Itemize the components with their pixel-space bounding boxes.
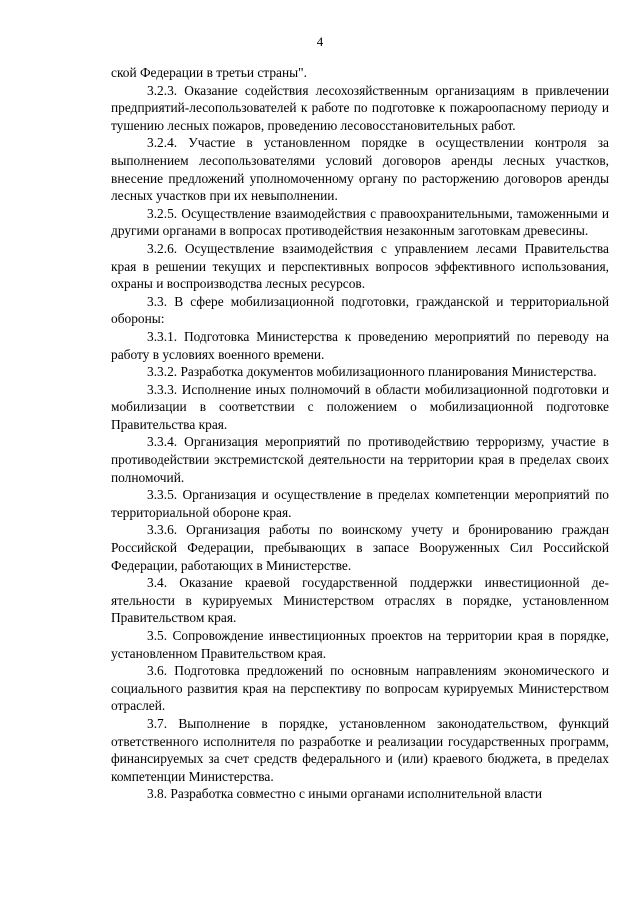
paragraph-3-2-4: 3.2.4. Участие в установленном порядке в осуществлении контроля за выполнением лесопользователями условий договоров аренды лесных участков, внесение предложений уполномоченному органу по расторжению договоров аренды лесных участков при их невыполнении. [111,135,609,204]
paragraph-3-3-3: 3.3.3. Исполнение иных полномочий в области мобилизационной подготовки и мобилизации в соответствии с положением о мобилизационной подготовке Правительства края. [111,381,609,432]
paragraph-3-4: 3.4. Оказание краевой государственной поддержки инвестиционной деятельности в курируемых Министерством отраслях в порядке, установленном Правительством края. [111,575,609,626]
paragraph-3-3-5: 3.3.5. Организация и осуществление в пределах компетенции мероприятий по территориальной обороне края. [111,487,609,520]
paragraph-3-2-3: 3.2.3. Оказание содействия лесохозяйственным организациям в привлечении предприятий-лесопользователей к работе по подготовке к пожароопасному периоду и тушению лесных пожаров, проведению лесовосстановительных работ. [111,82,609,133]
paragraph-3-3-1: 3.3.1. Подготовка Министерства к проведению мероприятий по переводу на работу в условиях военного времени. [111,328,609,362]
paragraph-3-7: 3.7. Выполнение в порядке, установленном законодательством, функций ответственного исполнителя по разработке и реализации государственных программ, финансируемых за счет средств федерального и (или) краевого бюджета, в пределах компетенции Министерства. [111,715,609,784]
document-body [111,64,609,803]
paragraph-continuation: ской Федерации в третьи страны". [111,65,307,80]
paragraph-3-6: 3.6. Подготовка предложений по основным направлениям экономического и социального развития края на перспективу по вопросам курируемых Министерством отраслей. [111,663,609,714]
paragraph-3-2-5: 3.2.5. Осуществление взаимодействия с правоохранительными, таможенными и другими органами в вопросах противодействия незаконным заготовкам древесины. [111,205,609,239]
paragraph-3-3-4: 3.3.4. Организация мероприятий по противодействию терроризму, участие в противодействии экстремистской деятельности на территории края в пределах своих полномочий. [111,434,609,485]
paragraph-3-2-6: 3.2.6. Осуществление взаимодействия с управлением лесами Правительства края в решении текущих и перспективных вопросов эффективного использования, охраны и воспроизводства лесных ресурсов. [111,240,609,292]
page-number: 4 [316,34,324,49]
paragraph-3-3-2: 3.3.2. Разработка документов мобилизационного планирования Министерства. [147,364,597,380]
paragraph-3-5: 3.5. Сопровождение инвестиционных проектов на территории края в порядке, установленном Правительством края. [111,628,609,661]
paragraph-3-3-6: 3.3.6. Организация работы по воинскому учету и бронированию граждан Российской Федерации, пребывающих в запасе Вооруженных Сил Российской Федерации, работающих в Министерстве. [111,522,609,573]
paragraph-3-8: 3.8. Разработка совместно с иными органами исполнительной власти [147,786,543,802]
paragraph-3-3: 3.3. В сфере мобилизационной подготовки, гражданской и территориальной обороны: [111,293,609,327]
